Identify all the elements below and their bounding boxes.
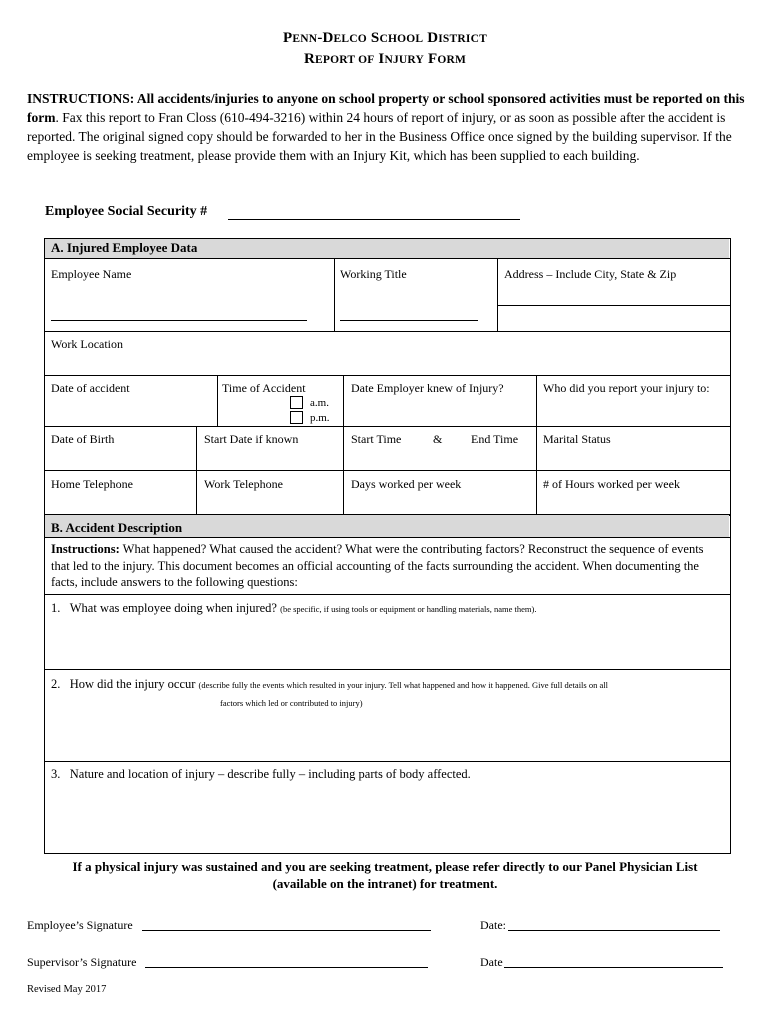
supervisor-signature-label: Supervisor’s Signature [27,955,137,969]
district-title: PENN-DELCO SCHOOL DISTRICT [283,30,487,46]
divider [343,375,344,426]
instructions-paragraph: INSTRUCTIONS: All accidents/injuries to anyone on school property or school sponsored activities must be reported on this form. Fax this report to Fran Closs (610-494-3216) within 24 hours of report of injury, or as soon as possible after the accident is reported. The original signed copy should be forwarded to her in the Business Office once signed by the building supervisor. If the employee is seeking treatment, please provide them with an Injury Kit, which has been supplied to each building. [27,91,745,163]
marital-status-label: Marital Status [543,432,611,446]
pm-checkbox[interactable] [290,411,303,424]
divider [44,470,730,471]
am-label: a.m. [310,397,329,409]
section-b-title: B. Accident Description [45,515,729,537]
work-location-label: Work Location [51,337,124,351]
physician-note-line-1: If a physical injury was sustained and you are seeking treatment, please refer directly to our Panel Physician List [72,859,698,874]
employee-name-label: Employee Name [51,267,132,281]
ampersand-label: & [433,432,443,446]
am-checkbox[interactable] [290,396,303,409]
question-2: 2. How did the injury occur (describe fully the events which resulted in your injury. Tell what happened and how it happened. Give full details on all [51,677,608,691]
employee-signature-label: Employee’s Signature [27,918,133,932]
divider [334,258,335,331]
section-b-instructions: Instructions: What happened? What caused the accident? What were the contributing factors? Reconstruct the sequence of events that led to the injury. This document becomes an official accounting of the facts surrounding the accident. When documenting the facts, include answers to the following questions: [51,542,704,589]
question-3: 3. Nature and location of injury – describe fully – including parts of body affected. [51,767,471,781]
employee-date-label: Date: [480,918,506,932]
hours-worked-label: # of Hours worked per week [543,477,680,491]
divider [44,375,730,376]
divider [44,594,730,595]
supervisor-date-field[interactable] [504,967,723,968]
divider [44,426,730,427]
home-telephone-label: Home Telephone [51,477,133,491]
address-field-divider [497,305,730,306]
employee-date-field[interactable] [508,930,720,931]
divider [217,375,218,426]
working-title-field[interactable] [340,320,478,321]
divider [497,258,498,331]
time-of-accident-label: Time of Accident [222,381,306,395]
who-reported-label: Who did you report your injury to: [543,381,710,395]
employee-name-field[interactable] [51,320,307,321]
end-time-label: End Time [471,432,519,446]
question-2-note: factors which led or contributed to injury) [220,698,363,708]
pm-label: p.m. [310,412,330,424]
supervisor-date-label: Date [480,955,503,969]
date-of-accident-label: Date of accident [51,381,130,395]
days-worked-label: Days worked per week [351,477,462,491]
address-label: Address – Include City, State & Zip [504,267,677,281]
divider [44,761,730,762]
physician-note-line-2: (available on the intranet) for treatment. [272,876,498,891]
date-of-birth-label: Date of Birth [51,432,115,446]
start-date-label: Start Date if known [204,432,299,446]
divider [44,258,730,259]
divider [44,537,730,538]
section-a-title: A. Injured Employee Data [45,239,729,258]
divider [44,669,730,670]
question-1: 1. What was employee doing when injured? (be specific, if using tools or equipment or handling materials, name them). [51,601,537,615]
form-title: REPORT OF INJURY FORM [303,51,467,67]
start-time-label: Start Time [351,432,402,446]
supervisor-signature-field[interactable] [145,967,428,968]
ssn-label: Employee Social Security # [45,204,208,219]
ssn-field[interactable] [228,219,520,220]
divider [44,331,730,332]
employee-signature-field[interactable] [142,930,431,931]
divider [536,375,537,426]
revised-date: Revised May 2017 [27,984,107,995]
date-employer-knew-label: Date Employer knew of Injury? [351,381,504,395]
work-telephone-label: Work Telephone [204,477,283,491]
working-title-label: Working Title [340,267,407,281]
